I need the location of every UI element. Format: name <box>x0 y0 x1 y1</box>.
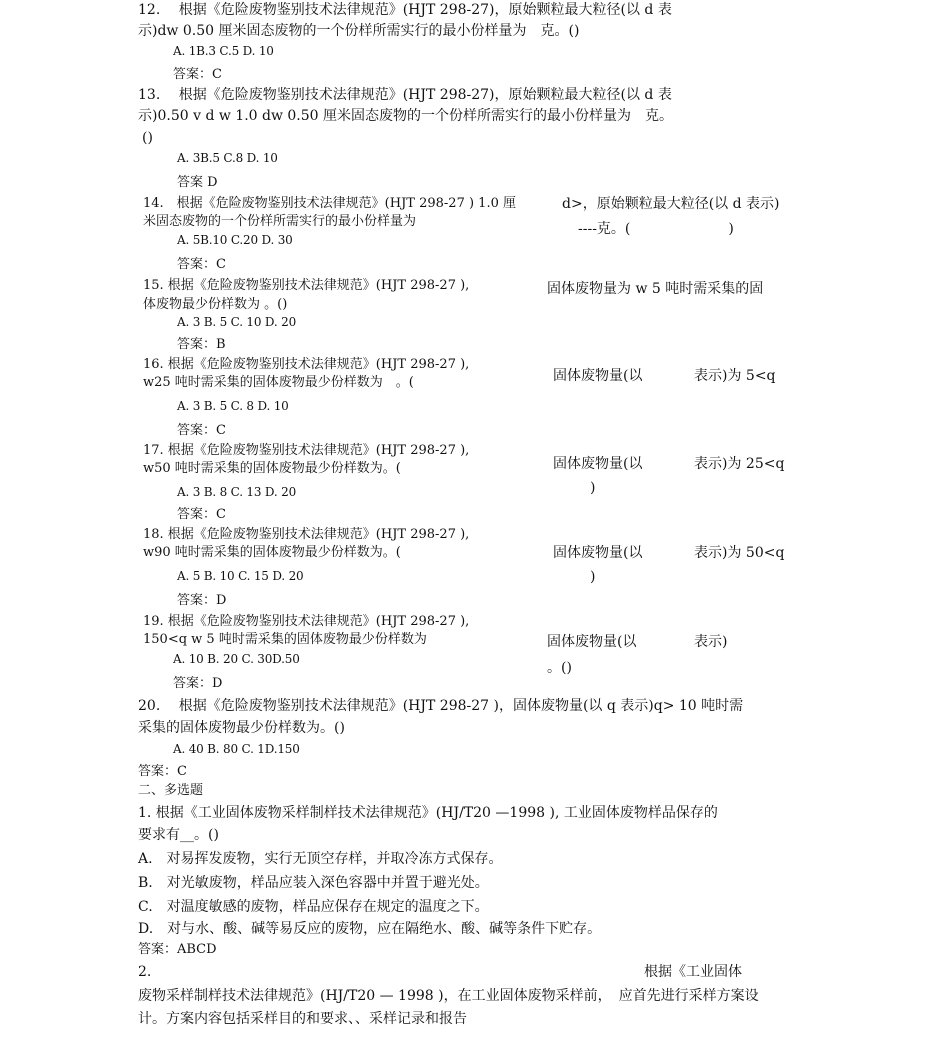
m2-number: 2. <box>138 964 152 980</box>
q14-line2: 米固态废物的一个份样所需实行的最小份样量为 <box>143 214 417 229</box>
q15-line2: 体废物最少份样数为 。() <box>143 297 288 312</box>
m1-option-c: C. 对温度敏感的废物，样品应保存在规定的温度之下。 <box>138 899 489 915</box>
q19-right3: 。() <box>547 660 572 676</box>
m1-option-a: A. 对易挥发废物，实行无顶空存样，并取冷冻方式保存。 <box>138 851 503 867</box>
m1-option-d: D. 对与水、酸、碱等易反应的废物，应在隔绝水、酸、碱等条件下贮存。 <box>138 921 602 937</box>
q17-answer: 答案：C <box>177 507 226 522</box>
q16-answer: 答案：C <box>177 423 226 438</box>
q14-answer: 答案：C <box>177 257 226 272</box>
m2-line2: 废物采样制样技术法律规范》(HJ/T20 — 1998 )，在工业固体废物采样前， 应首先进行采样方案设 <box>138 988 759 1004</box>
q19-line2: 150<q w 5 吨时需采集的固体废物最少份样数为 <box>143 632 427 647</box>
q13-line1: 13. 根据《危险废物鉴别技术法律规范》(HJT 298-27)，原始颗粒最大粒径(以 d 表 <box>138 87 672 103</box>
q16-line1: 16. 根据《危险废物鉴别技术法律规范》(HJT 298-27 ), <box>143 357 470 372</box>
q20-answer: 答案：C <box>138 764 187 779</box>
q13-line2: 示)0.50 v d w 1.0 dw 0.50 厘米固态废物的一个份样所需实行的最小份样量为 克。 <box>138 108 674 124</box>
q16-line2: w25 吨时需采集的固体废物最少份样数为 。( <box>143 375 414 390</box>
q18-answer: 答案：D <box>177 593 227 608</box>
q14-right1: d>，原始颗粒最大粒径(以 d 表示) <box>562 196 780 212</box>
q17-line2: w50 吨时需采集的固体废物最少份样数为。( <box>143 461 401 476</box>
q19-right2: 表示) <box>694 634 728 650</box>
q18-line1: 18. 根据《危险废物鉴别技术法律规范》(HJT 298-27 ), <box>143 527 470 542</box>
q12-line1: 12. 根据《危险废物鉴别技术法律规范》(HJT 298-27)，原始颗粒最大粒径(以 d 表 <box>138 2 672 18</box>
q20-line2: 采集的固体废物最少份样数为。() <box>138 720 345 736</box>
q20-line1: 20. 根据《危险废物鉴别技术法律规范》(HJT 298-27 )，固体废物量(以 q 表示)q> 10 吨时需 <box>138 698 744 714</box>
q18-right2: 表示)为 50<q <box>694 545 785 561</box>
q19-line1: 19. 根据《危险废物鉴别技术法律规范》(HJT 298-27 ), <box>143 614 470 629</box>
q13-line3: () <box>142 130 153 146</box>
q16-right2: 表示)为 5<q <box>694 368 776 384</box>
m2-line3: 计。方案内容包括采样目的和要求、、采样记录和报告 <box>138 1011 467 1027</box>
q14-options: A. 5B.10 C.20 D. 30 <box>177 233 293 247</box>
q16-options: A. 3 B. 5 C. 8 D. 10 <box>177 399 289 413</box>
q17-right3: ) <box>590 480 596 496</box>
q13-answer: 答案 D <box>177 175 218 190</box>
q17-right2: 表示)为 25<q <box>694 456 785 472</box>
q18-right1: 固体废物量(以 <box>553 545 643 561</box>
m1-line2: 要求有__。() <box>138 827 219 843</box>
q15-right1: 固体废物量为 w 5 吨时需采集的固 <box>547 281 764 297</box>
q14-line1: 14. 根据《危险废物鉴别技术法律规范》(HJT 298-27 ) 1.0 厘 <box>143 196 516 211</box>
q12-answer: 答案：C <box>173 67 222 82</box>
m2-right: 根据《工业固体 <box>644 964 742 980</box>
q14-right2: ----克。( ) <box>578 221 734 237</box>
m1-line1: 1. 根据《工业固体废物采样制样技术法律规范》(HJ/T20 —1998 ), 工业固体废物样品保存的 <box>138 805 718 821</box>
q18-line2: w90 吨时需采集的固体废物最少份样数为。( <box>143 545 401 560</box>
q15-answer: 答案：B <box>177 337 226 352</box>
q19-options: A. 10 B. 20 C. 30D.50 <box>173 652 300 666</box>
q16-right1: 固体废物量(以 <box>553 368 643 384</box>
q13-options: A. 3B.5 C.8 D. 10 <box>177 151 278 165</box>
q19-answer: 答案：D <box>173 676 223 691</box>
q20-options: A. 40 B. 80 C. 1D.150 <box>173 742 300 756</box>
q12-options: A. 1B.3 C.5 D. 10 <box>173 44 274 58</box>
section2-heading: 二、多选题 <box>138 783 204 798</box>
q18-options: A. 5 B. 10 C. 15 D. 20 <box>177 569 304 583</box>
m1-option-b: B. 对光敏废物，样品应装入深色容器中并置于避光处。 <box>138 875 489 891</box>
m1-answer: 答案：ABCD <box>138 942 217 957</box>
q17-options: A. 3 B. 8 C. 13 D. 20 <box>177 485 296 499</box>
q17-right1: 固体废物量(以 <box>553 456 643 472</box>
q17-line1: 17. 根据《危险废物鉴别技术法律规范》(HJT 298-27 ), <box>143 443 470 458</box>
q15-line1: 15. 根据《危险废物鉴别技术法律规范》(HJT 298-27 ), <box>143 278 470 293</box>
q12-line2: 示)dw 0.50 厘米固态废物的一个份样所需实行的最小份样量为 克。() <box>138 23 580 39</box>
q15-options: A. 3 B. 5 C. 10 D. 20 <box>177 315 296 329</box>
q19-right1: 固体废物量(以 <box>547 634 637 650</box>
q18-right3: ) <box>590 569 596 585</box>
